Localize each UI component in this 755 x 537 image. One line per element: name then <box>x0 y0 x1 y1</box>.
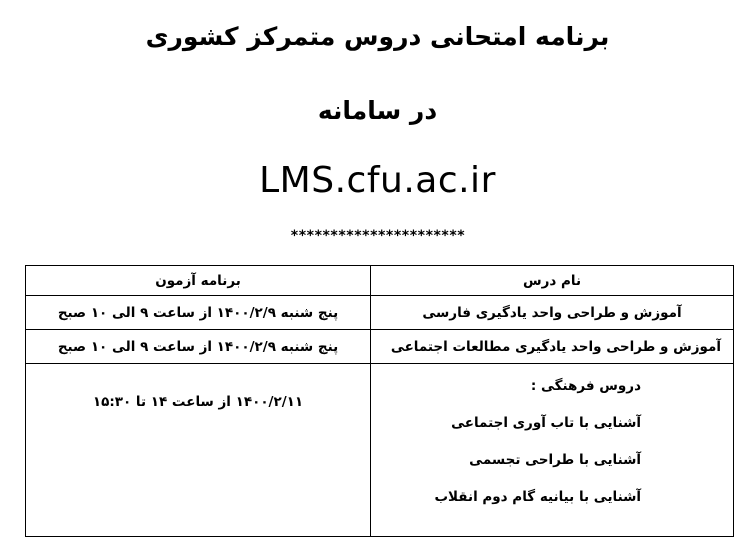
exam-time-cell: پنج شنبه ۱۴۰۰/۲/۹ از ساعت ۹ الی ۱۰ صبح <box>26 330 371 364</box>
table-row <box>26 364 734 537</box>
table-header-row <box>26 266 734 296</box>
culture-courses-heading: دروس فرهنگی : <box>530 378 641 394</box>
page-subtitle: در سامانه <box>317 96 438 125</box>
culture-course-item: آشنایی با بیانیه گام دوم انقلاب <box>434 489 641 505</box>
lms-url: LMS.cfu.ac.ir <box>259 160 496 201</box>
page-title: برنامه امتحانی دروس متمرکز کشوری <box>145 22 610 51</box>
course-name-header: نام درس <box>371 266 734 296</box>
star-separator: ********************** <box>290 228 465 244</box>
table-row <box>26 330 734 364</box>
exam-schedule-header: برنامه آزمون <box>26 266 371 296</box>
course-name-cell: آموزش و طراحی واحد یادگیری فارسی <box>371 296 734 330</box>
exam-schedule-table <box>25 265 734 537</box>
culture-exam-time-cell: ۱۴۰۰/۲/۱۱ از ساعت ۱۴ تا ۱۵:۳۰ <box>26 364 371 537</box>
culture-course-item: آشنایی با طراحی تجسمی <box>469 452 641 468</box>
table-row <box>26 296 734 330</box>
course-name-cell: آموزش و طراحی واحد یادگیری مطالعات اجتماعی <box>371 330 734 364</box>
exam-time-cell: پنج شنبه ۱۴۰۰/۲/۹ از ساعت ۹ الی ۱۰ صبح <box>26 296 371 330</box>
culture-course-item: آشنایی با تاب آوری اجتماعی <box>451 415 641 431</box>
culture-courses-cell <box>371 364 734 537</box>
